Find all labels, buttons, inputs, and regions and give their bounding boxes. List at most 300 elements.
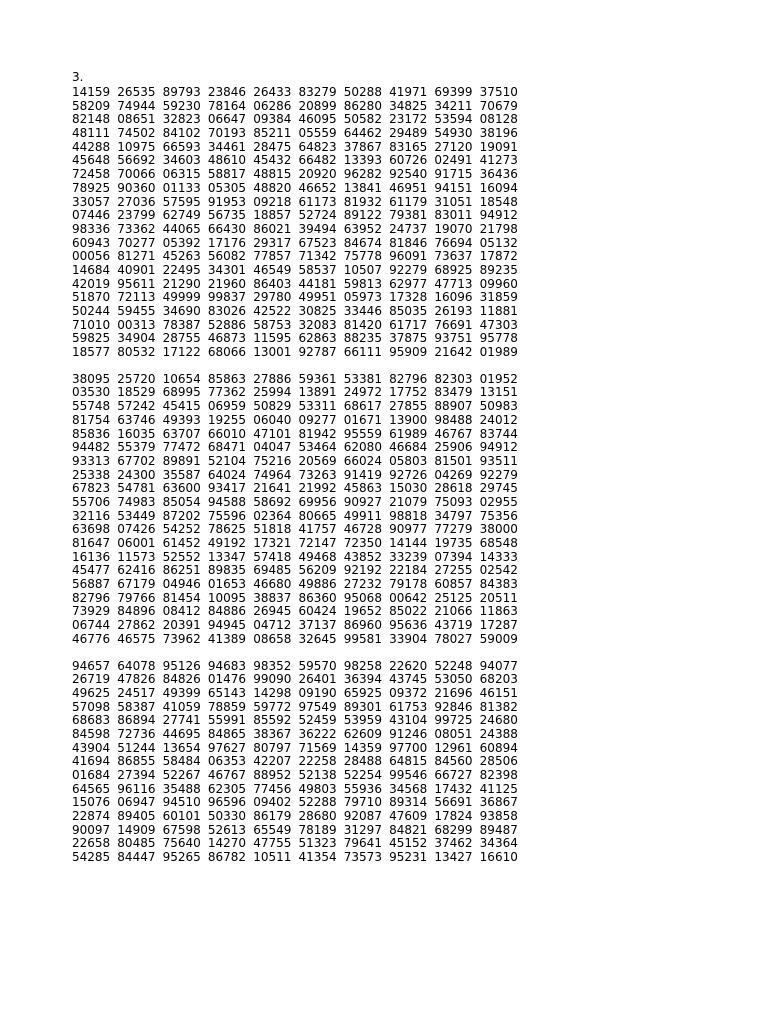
digit-group: 89405 [117,809,156,824]
digit-group: 41354 [298,850,337,865]
digit-group: 07426 [117,522,156,537]
digit-group: 09402 [253,795,292,810]
digit-row [72,386,525,400]
digit-group: 58537 [298,262,337,277]
digit-group: 61173 [298,194,337,209]
digit-group: 37462 [434,836,473,851]
digit-group: 81647 [72,536,111,550]
digit-group: 75356 [479,508,518,523]
digit-group: 89835 [207,563,247,578]
digit-row [72,414,525,428]
digit-group: 25338 [72,467,111,482]
digit-group: 81420 [343,317,382,332]
digit-group: 49886 [298,577,337,592]
digit-group: 46151 [479,685,518,700]
digit-group: 75216 [253,453,292,468]
digit-group: 98336 [72,221,111,236]
digit-group: 26535 [117,85,156,99]
digit-group: 50983 [479,399,518,414]
digit-group: 23172 [389,112,428,127]
digit-group: 14270 [207,836,247,851]
digit-group: 05803 [389,453,428,468]
digit-group: 97549 [298,699,337,714]
digit-group: 50829 [253,399,292,414]
digit-group: 14359 [343,740,382,755]
digit-group: 86403 [253,276,292,291]
digit-group: 59772 [253,699,292,714]
digit-group: 34211 [434,98,473,113]
digit-group: 32116 [72,508,111,523]
digit-row [72,796,525,810]
digit-group: 04946 [162,577,201,592]
digit-group: 68203 [479,672,518,687]
digit-group: 47755 [253,836,292,851]
digit-group: 85836 [72,426,111,441]
digit-group: 16035 [117,426,156,441]
digit-group: 16096 [434,290,473,305]
digit-group: 26945 [253,604,292,619]
digit-group: 56209 [298,563,337,578]
digit-group: 22658 [72,836,111,851]
digit-group: 68683 [72,713,111,728]
digit-group: 69485 [253,563,292,578]
digit-row [72,127,525,141]
digit-group: 84821 [389,822,428,837]
digit-group: 05973 [343,290,382,305]
digit-group: 84447 [117,850,156,865]
digit-group: 82796 [72,590,111,605]
digit-group: 64815 [389,754,428,769]
digit-group: 14144 [389,536,428,550]
digit-group: 81271 [117,249,156,264]
digit-group: 77456 [253,781,292,796]
digit-group: 72736 [117,726,156,741]
digit-group: 01989 [479,345,518,360]
digit-group: 86021 [253,221,292,236]
digit-group: 34364 [479,836,518,851]
digit-group: 82148 [72,112,111,127]
digit-group: 27232 [343,577,382,592]
digit-group: 92540 [389,167,428,182]
digit-group: 49951 [298,290,337,305]
digit-group: 26401 [298,672,337,687]
digit-group: 34568 [389,781,428,796]
digit-row [72,769,525,783]
digit-group: 83026 [207,304,247,318]
digit-group: 93417 [207,481,247,496]
digit-group: 66727 [434,768,473,782]
digit-group: 73962 [162,631,201,646]
digit-group: 89301 [343,699,382,714]
digit-group: 95909 [389,345,428,360]
digit-group: 28618 [434,481,473,496]
digit-group: 86855 [117,754,156,769]
digit-group: 33904 [389,631,428,646]
digit-group: 56691 [434,795,473,810]
digit-row [72,728,525,742]
digit-group: 27120 [434,139,473,154]
digit-group: 41125 [479,781,518,796]
digit-group: 32645 [298,631,337,646]
digit-group: 59455 [117,304,156,318]
digit-group: 75778 [343,249,382,264]
digit-group: 17122 [162,345,201,360]
digit-row [72,113,525,127]
digit-group: 28488 [343,754,382,769]
digit-group: 89891 [162,453,201,468]
digit-group: 94912 [479,208,518,223]
digit-group: 83279 [298,85,337,99]
digit-group: 06947 [117,795,156,810]
digit-group: 82796 [389,371,428,386]
digit-group: 10095 [207,590,247,605]
digit-group: 59009 [479,631,518,646]
digit-group: 01671 [343,412,382,427]
digit-group: 25720 [117,371,156,386]
digit-group: 54285 [72,850,111,865]
digit-group: 59813 [343,276,382,291]
digit-group: 94510 [162,795,201,810]
digit-group: 24972 [343,385,382,400]
digit-block [72,373,525,647]
digit-group: 53449 [117,508,156,523]
digit-group: 62416 [117,563,156,578]
digit-group: 86894 [117,713,156,728]
digit-group: 13151 [479,385,518,400]
digit-row [72,673,525,687]
digit-row [72,469,525,483]
digit-group: 58817 [207,167,247,182]
digit-group: 61989 [389,426,428,441]
digit-group: 27855 [389,399,428,414]
digit-group: 28755 [162,331,201,346]
digit-group: 84886 [207,604,247,619]
digit-row [72,551,525,565]
digit-group: 53959 [343,713,382,728]
digit-group: 24388 [479,726,518,741]
digit-group: 52886 [207,317,247,332]
digit-group: 19735 [434,536,473,550]
digit-group: 64823 [298,139,337,154]
digit-group: 82398 [479,768,518,782]
digit-row [72,346,525,360]
digit-group: 52254 [343,768,382,782]
digit-group: 84865 [207,726,247,741]
digit-group: 92846 [434,699,473,714]
digit-group: 05392 [162,235,201,250]
digit-group: 46680 [253,577,292,592]
digit-group: 24012 [479,412,518,427]
digit-group: 47303 [479,317,518,332]
digit-row [72,510,525,524]
digit-group: 17176 [207,235,247,250]
digit-group: 62977 [389,276,428,291]
digit-group: 60424 [298,604,337,619]
digit-group: 34461 [207,139,247,154]
digit-group: 73637 [434,249,473,264]
digit-group: 11863 [479,604,518,619]
digit-group: 66024 [343,453,382,468]
digit-group: 33446 [343,304,382,318]
digit-group: 86280 [343,98,382,113]
digit-row [72,196,525,210]
digit-group: 98488 [434,412,473,427]
digit-group: 28475 [253,139,292,154]
digit-group: 81932 [343,194,382,209]
digit-group: 23799 [117,208,156,223]
digit-group: 06353 [207,754,247,769]
digit-group: 55379 [117,440,156,455]
digit-group: 80797 [253,740,292,755]
digit-group: 51818 [253,522,292,537]
digit-group: 50288 [343,85,382,99]
digit-group: 89235 [479,262,518,277]
digit-group: 37875 [389,331,428,346]
digit-group: 54930 [434,126,473,141]
digit-group: 47713 [434,276,473,291]
digit-group: 94657 [72,658,111,673]
digit-group: 78164 [207,98,247,113]
digit-group: 11573 [117,549,156,564]
digit-row [72,250,525,264]
digit-group: 38367 [253,726,292,741]
digit-group: 69956 [298,494,337,509]
digit-group: 61717 [389,317,428,332]
digit-group: 73362 [117,221,156,236]
digit-group: 63698 [72,522,111,537]
digit-group: 89314 [389,795,428,810]
digit-group: 08128 [479,112,518,127]
digit-group: 54252 [162,522,201,537]
digit-group: 37867 [343,139,382,154]
digit-row [72,687,525,701]
digit-group: 28506 [479,754,518,769]
digit-group: 51870 [72,290,111,305]
digit-group: 22620 [389,658,428,673]
digit-row [72,100,525,114]
digit-group: 85211 [253,126,292,141]
digit-group: 24737 [389,221,428,236]
digit-group: 79178 [389,577,428,592]
document-page [72,70,525,865]
digit-group: 62863 [298,331,337,346]
digit-group: 24517 [117,685,156,700]
digit-group: 92087 [343,809,382,824]
digit-group: 41971 [389,85,428,99]
digit-group: 97700 [389,740,428,755]
digit-group: 36436 [479,167,518,182]
digit-group: 86360 [298,590,337,605]
digit-group: 78925 [72,180,111,195]
digit-group: 91246 [389,726,428,741]
digit-group: 86179 [253,809,292,824]
digit-row [72,264,525,278]
digit-group: 78625 [207,522,247,537]
digit-group: 17328 [389,290,428,305]
digit-block [72,660,525,865]
digit-group: 45152 [389,836,428,851]
digit-group: 01684 [72,768,111,782]
digit-group: 21066 [434,604,473,619]
digit-group: 74944 [117,98,156,113]
digit-group: 34797 [434,508,473,523]
digit-group: 08651 [117,112,156,127]
digit-group: 22495 [162,262,201,277]
digit-group: 36867 [479,795,518,810]
digit-group: 80485 [117,836,156,851]
digit-group: 85592 [253,713,292,728]
digit-group: 79710 [343,795,382,810]
digit-group: 09960 [479,276,518,291]
digit-group: 91953 [207,194,247,209]
digit-group: 23846 [207,85,247,99]
digit-group: 34825 [389,98,428,113]
digit-group: 72147 [298,536,337,550]
digit-group: 43852 [343,549,382,564]
digit-group: 30825 [298,304,337,318]
digit-group: 74502 [117,126,156,141]
digit-group: 61179 [389,194,428,209]
digit-group: 41694 [72,754,111,769]
digit-group: 45415 [162,399,201,414]
digit-group: 79641 [343,836,382,851]
digit-group: 21290 [162,276,201,291]
digit-group: 55748 [72,399,111,414]
digit-group: 78027 [434,631,473,646]
digit-group: 14909 [117,822,156,837]
digit-group: 93313 [72,453,111,468]
digit-group: 43904 [72,740,111,755]
digit-group: 48820 [253,180,292,195]
digit-group: 57242 [117,399,156,414]
digit-row [72,851,525,865]
digit-group: 27394 [117,768,156,782]
digit-group: 68299 [434,822,473,837]
digit-group: 54781 [117,481,156,496]
digit-group: 38196 [479,126,518,141]
digit-group: 19255 [207,412,247,427]
digit-group: 77472 [162,440,201,455]
digit-group: 19070 [434,221,473,236]
digit-group: 81754 [72,412,111,427]
digit-group: 83479 [434,385,473,400]
digit-group: 20391 [162,618,201,633]
digit-group: 41389 [207,631,247,646]
digit-group: 46095 [298,112,337,127]
digit-group: 05305 [207,180,247,195]
digit-group: 71342 [298,249,337,264]
digit-group: 67598 [162,822,201,837]
digit-group: 79766 [117,590,156,605]
digit-group: 11595 [253,331,292,346]
digit-group: 99546 [389,768,428,782]
digit-group: 83165 [389,139,428,154]
digit-row [72,441,525,455]
digit-group: 66430 [207,221,247,236]
digit-group: 95126 [162,658,201,673]
digit-group: 50582 [343,112,382,127]
digit-group: 40901 [117,262,156,277]
digit-group: 91715 [434,167,473,182]
digit-group: 89487 [479,822,518,837]
digit-group: 98258 [343,658,382,673]
digit-group: 22258 [298,754,337,769]
digit-group: 07394 [434,549,473,564]
digit-group: 13427 [434,850,473,865]
digit-group: 37510 [479,85,518,99]
digit-group: 21079 [389,494,428,509]
digit-group: 68617 [343,399,382,414]
digit-group: 68471 [207,440,247,455]
digit-group: 84598 [72,726,111,741]
digit-group: 92787 [298,345,337,360]
digit-group: 29489 [389,126,428,141]
digit-group: 49625 [72,685,111,700]
digit-group: 52267 [162,768,201,782]
digit-group: 04712 [253,618,292,633]
digit-group: 66482 [298,153,337,168]
digit-group: 60943 [72,235,111,250]
digit-group: 38837 [253,590,292,605]
digit-group: 81454 [162,590,201,605]
digit-group: 52724 [298,208,337,223]
digit-group: 17824 [434,809,473,824]
section-number: 3. [72,70,84,84]
digit-group: 59230 [162,98,201,113]
digit-group: 70277 [117,235,156,250]
digit-group: 51323 [298,836,337,851]
digit-group: 20899 [298,98,337,113]
digit-group: 52104 [207,453,247,468]
digit-group: 59570 [298,658,337,673]
digit-row [72,605,525,619]
digit-group: 96596 [207,795,247,810]
digit-group: 21642 [434,345,473,360]
digit-group: 94151 [434,180,473,195]
digit-group: 00642 [389,590,428,605]
digit-row [72,564,525,578]
digit-group: 18529 [117,385,156,400]
digit-group: 85863 [207,371,247,386]
digit-group: 60857 [434,577,473,592]
digit-group: 95778 [479,331,518,346]
digit-group: 24300 [117,467,156,482]
digit-group: 72458 [72,167,111,182]
digit-group: 44065 [162,221,201,236]
digit-group: 02955 [479,494,518,509]
digit-group: 14159 [72,85,111,99]
digit-group: 60101 [162,809,201,824]
digit-group: 32083 [298,317,337,332]
digit-group: 88952 [253,768,292,782]
digit-group: 26433 [253,85,292,99]
digit-group: 70066 [117,167,156,182]
digit-group: 48610 [207,153,247,168]
digit-group: 86251 [162,563,201,578]
digit-group: 35587 [162,467,201,482]
digit-group: 60894 [479,740,518,755]
digit-group: 02542 [479,563,518,578]
digit-group: 95611 [117,276,156,291]
digit-group: 84560 [434,754,473,769]
digit-group: 58387 [117,699,156,714]
digit-row [72,455,525,469]
digit-group: 62305 [207,781,247,796]
digit-group: 15076 [72,795,111,810]
digit-group: 56735 [207,208,247,223]
digit-group: 27741 [162,713,201,728]
digit-row [72,701,525,715]
